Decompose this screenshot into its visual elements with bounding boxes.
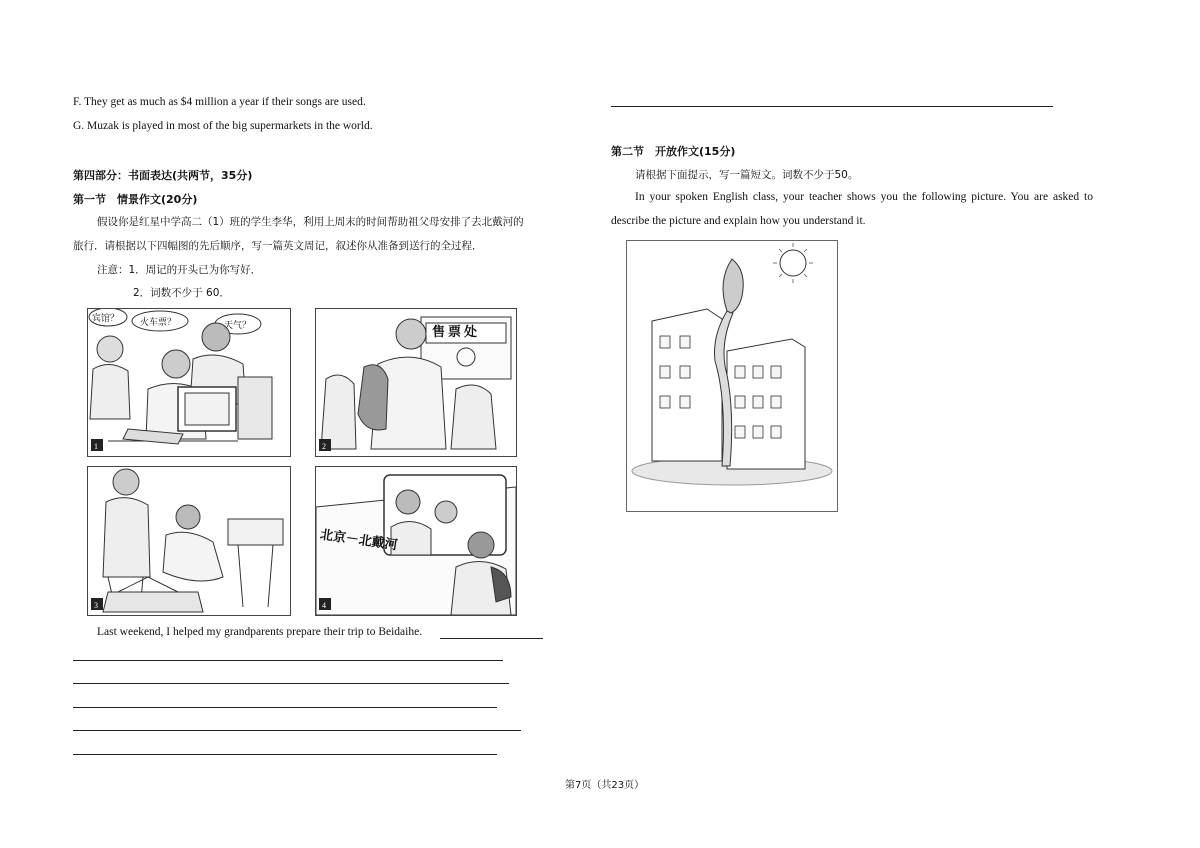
panel4-number: 4 <box>322 601 326 610</box>
option-f: F. They get as much as $4 million a year if their songs are used. <box>73 96 366 108</box>
section2-title: 第二节 开放作文(15分) <box>611 145 736 158</box>
page-number: 第7页（共23页） <box>565 780 645 791</box>
option-g: G. Muzak is played in most of the big supermarkets in the world. <box>73 120 373 132</box>
answer-line-0[interactable] <box>440 638 543 639</box>
comic-panel-2 <box>315 308 517 457</box>
panel3-number: 3 <box>94 601 98 610</box>
panel2-illustration <box>316 309 516 456</box>
building-tree-illustration <box>627 241 837 511</box>
panel2-number: 2 <box>322 442 326 451</box>
answer-line-top-right[interactable] <box>611 106 1053 107</box>
train-destination-text: 北京－北戴河 <box>319 527 399 554</box>
answer-line-2[interactable] <box>73 683 509 684</box>
section1-para-line1: 假设你是红星中学高二（1）班的学生李华，利用上周末的时间帮助祖父母安排了去北戴河的 <box>97 216 524 228</box>
part4-title: 第四部分：书面表达(共两节，35分) <box>73 169 253 182</box>
ticket-office-sign: 售票处 <box>432 325 481 340</box>
panel1-number: 1 <box>94 442 98 451</box>
note-2: 2．词数不少于 60． <box>133 287 230 299</box>
bubble-hotel: 宾馆？ <box>92 314 120 324</box>
section1-title: 第一节 情景作文(20分) <box>73 193 198 206</box>
section2-instruction: 请根据下面提示，写一篇短文。词数不少于50。 <box>635 169 859 181</box>
panel3-illustration <box>88 467 290 615</box>
bubble-train-ticket: 火车票？ <box>140 318 177 328</box>
comic-panel-1 <box>87 308 291 457</box>
building-tree-picture <box>626 240 838 512</box>
comic-panel-4 <box>315 466 517 616</box>
comic-panel-3 <box>87 466 291 616</box>
answer-line-3[interactable] <box>73 707 497 708</box>
section2-para-line2: describe the picture and explain how you understand it. <box>611 215 866 227</box>
answer-line-1[interactable] <box>73 660 503 661</box>
note-1: 注意：1．周记的开头已为你写好． <box>97 264 262 276</box>
answer-line-4[interactable] <box>73 730 521 731</box>
answer-line-5[interactable] <box>73 754 497 755</box>
section2-para-line1: In your spoken English class, your teacher shows you the following picture. You are asked to <box>635 191 1093 203</box>
bubble-weather: 天气？ <box>224 321 252 331</box>
panel1-illustration <box>88 309 290 456</box>
section1-para-line2: 旅行．请根据以下四幅图的先后顺序，写一篇英文周记，叙述你从准备到送行的全过程． <box>73 240 483 252</box>
opening-sentence: Last weekend, I helped my grandparents prepare their trip to Beidaihe. <box>97 626 423 638</box>
